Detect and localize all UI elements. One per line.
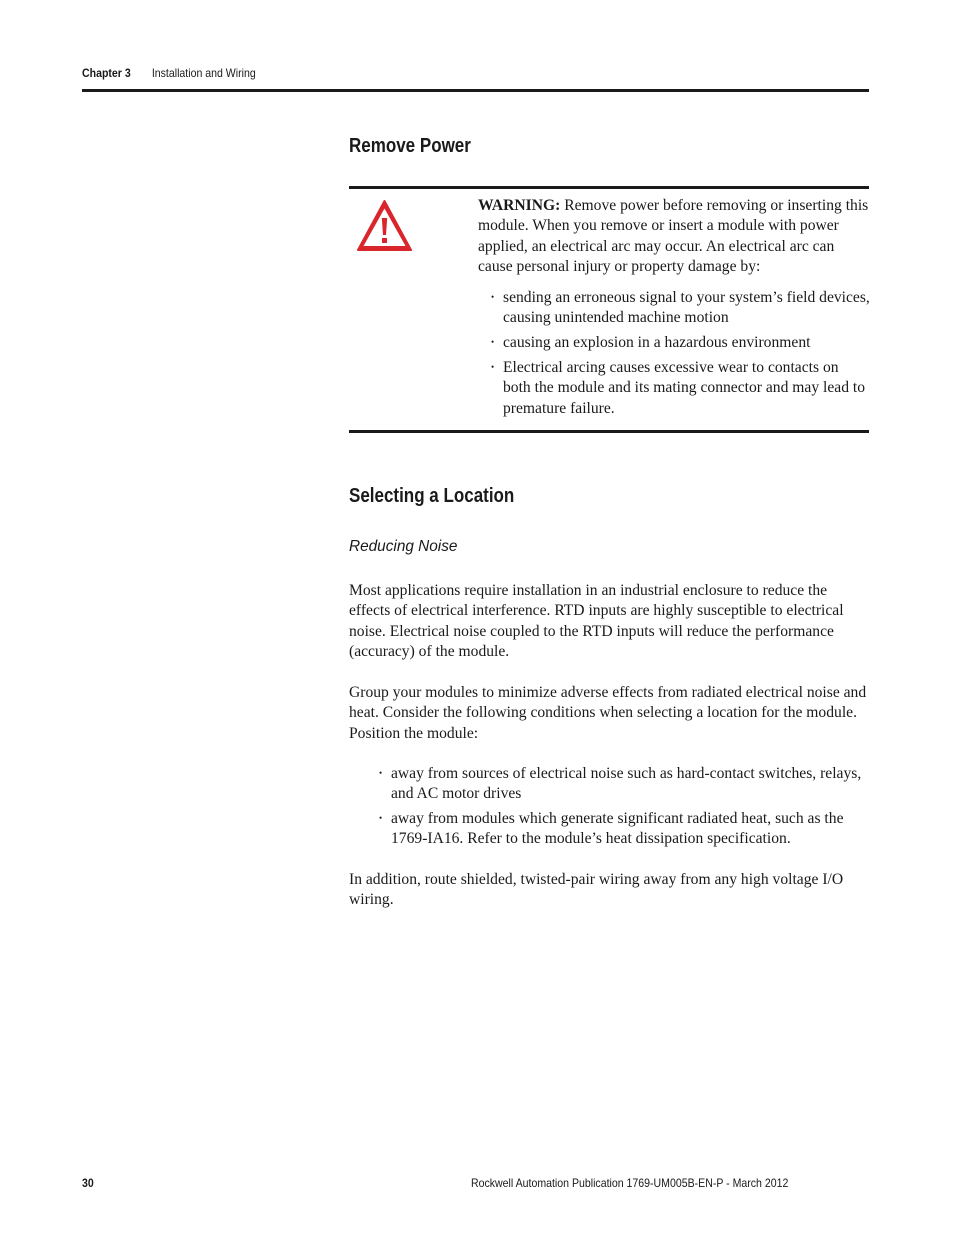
warning-box [478,196,870,424]
running-header [82,66,256,80]
warning-label: WARNING: [478,197,561,214]
warning-bottom-rule [349,430,869,433]
body-paragraph: Group your modules to minimize adverse effects from radiated electrical noise and heat. Consider the following conditions when selecting a location for the module. Position the module: [349,684,867,742]
heading-remove-power: Remove Power [349,135,471,157]
warning-bullet-list [478,288,870,419]
warning-triangle-icon [356,199,413,252]
warning-text: Remove power before removing or inserting this module. When you remove or insert a module with power applied, an electrical arc may occur. An electrical arc can cause personal injury or property damage by: [478,197,869,276]
body-paragraph: In addition, route shielded, twisted-pair wiring away from any high voltage I/O wiring. [349,871,844,909]
page-number: 30 [82,1176,94,1190]
warning-top-rule [349,186,869,189]
chapter-title: Installation and Wiring [151,66,256,80]
list-item: • sending an erroneous signal to your system’s field devices, causing unintended machine motion [478,288,870,329]
header-rule [82,89,869,92]
subheading-reducing-noise: Reducing Noise [349,538,458,555]
chapter-label: Chapter 3 [82,66,131,80]
publication-info: Rockwell Automation Publication 1769-UM005B-EN-P - March 2012 [471,1176,789,1190]
position-bullet-list [366,764,869,854]
heading-selecting-location: Selecting a Location [349,485,515,507]
list-item: • away from sources of electrical noise such as hard-contact switches, relays, and AC motor drives [366,764,869,805]
warning-paragraph [478,196,870,278]
list-item: • Electrical arcing causes excessive wear to contacts on both the module and its mating connector and may lead to premature failure. [478,358,870,419]
body-paragraph: Most applications require installation in an industrial enclosure to reduce the effects of electrical interference. RTD inputs are highly susceptible to electrical noise. Electrical noise coupled to the RTD inputs will reduce the performance (accuracy) of the module. [349,582,844,660]
list-item: • causing an explosion in a hazardous environment [478,333,870,353]
list-item: • away from modules which generate significant radiated heat, such as the 1769-IA16. Refer to the module’s heat dissipation specification. [366,809,869,850]
